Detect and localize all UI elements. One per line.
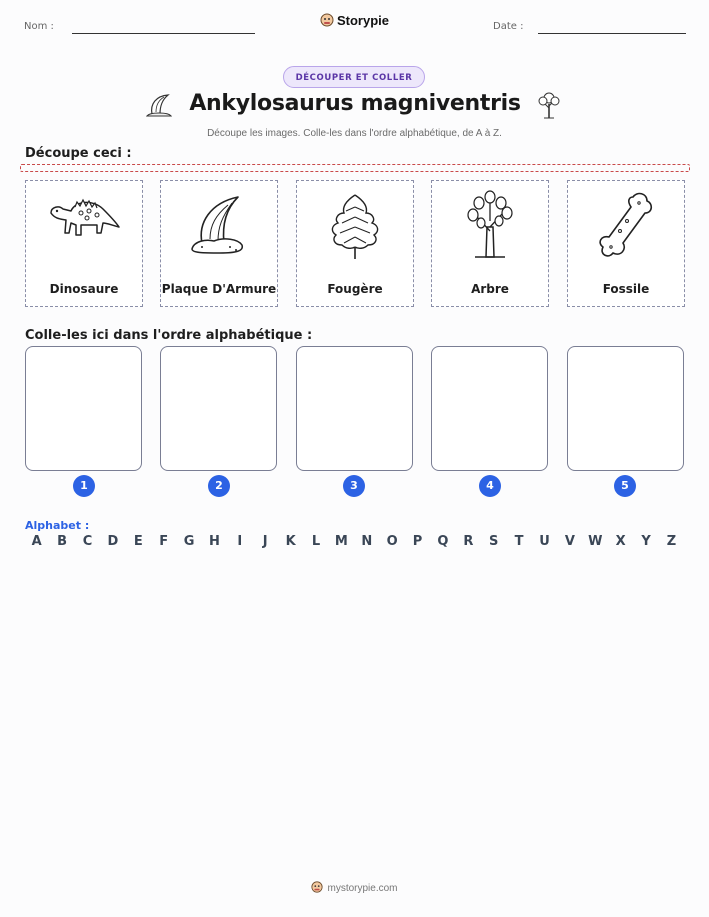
alphabet-letter: H [208, 534, 220, 549]
alphabet-letter: R [463, 534, 474, 549]
date-line[interactable] [538, 33, 686, 34]
alphabet-letter: A [31, 534, 42, 549]
alphabet-letter: B [57, 534, 68, 549]
armor-plate-icon [180, 187, 258, 261]
cut-section-heading: Découpe ceci : [25, 146, 132, 161]
paste-section-heading: Colle-les ici dans l'ordre alphabétique : [25, 328, 313, 343]
alphabet-letter: E [133, 534, 143, 549]
fern-icon [316, 187, 394, 261]
footer [0, 881, 709, 896]
storypie-logo-icon [311, 881, 323, 896]
slot-number-4: 4 [479, 475, 501, 497]
card-label: Fougère [327, 282, 383, 296]
alphabet-letter: O [386, 534, 398, 549]
instructions: Découpe les images. Colle-les dans l'ordre alphabétique, de A à Z. [207, 128, 502, 139]
alphabet-row [24, 534, 684, 549]
alphabet-letter: W [588, 534, 603, 549]
card-label: Dinosaure [49, 282, 119, 296]
card-label: Arbre [471, 282, 509, 296]
paste-box-1[interactable] [25, 346, 142, 471]
alphabet-letter: C [82, 534, 93, 549]
alphabet-letter: K [285, 534, 296, 549]
name-line[interactable] [72, 33, 255, 34]
alphabet-letter: D [107, 534, 119, 549]
slot-number-2: 2 [208, 475, 230, 497]
alphabet-letter: F [159, 534, 169, 549]
cut-card-armor-plate[interactable] [160, 180, 278, 307]
slot-number-3: 3 [343, 475, 365, 497]
alphabet-letter: M [334, 534, 348, 549]
cut-and-paste-badge: DÉCOUPER ET COLLER [283, 66, 425, 88]
alphabet-letter: P [412, 534, 423, 549]
alphabet-heading: Alphabet : [25, 519, 90, 532]
cut-card-fossil[interactable] [567, 180, 685, 307]
dinosaur-icon [45, 187, 123, 261]
cut-card-tree[interactable] [431, 180, 549, 307]
alphabet-letter: L [311, 534, 321, 549]
alphabet-letter: I [237, 534, 243, 549]
slot-number-5: 5 [614, 475, 636, 497]
slot-number-1: 1 [73, 475, 95, 497]
alphabet-letter: V [564, 534, 575, 549]
cut-card-fern[interactable] [296, 180, 414, 307]
paste-box-4[interactable] [431, 346, 548, 471]
storypie-logo-icon [320, 13, 334, 30]
alphabet-letter: U [539, 534, 550, 549]
alphabet-letter: J [262, 534, 268, 549]
paste-box-5[interactable] [567, 346, 684, 471]
alphabet-letter: S [489, 534, 499, 549]
cut-card-dinosaur[interactable] [25, 180, 143, 307]
brand [0, 13, 709, 30]
alphabet-letter: Q [437, 534, 449, 549]
alphabet-letter: Y [641, 534, 651, 549]
alphabet-letter: N [361, 534, 373, 549]
tree-icon [451, 187, 529, 261]
paste-box-2[interactable] [160, 346, 277, 471]
alphabet-letter: X [615, 534, 626, 549]
alphabet-letter: Z [666, 534, 677, 549]
card-label: Fossile [602, 282, 650, 296]
brand-name: Storypie [336, 13, 389, 28]
page-title: Ankylosaurus magniventris [189, 91, 521, 116]
alphabet-letter: G [183, 534, 195, 549]
name-label: Nom : [24, 21, 54, 32]
alphabet-letter: T [514, 534, 524, 549]
tree-title-icon [536, 90, 562, 124]
fossil-bone-icon [587, 187, 665, 261]
footer-url[interactable]: mystorypie.com [327, 883, 398, 895]
cut-line [20, 164, 690, 172]
paste-box-3[interactable] [296, 346, 413, 471]
card-label: Plaque D'Armure [161, 282, 277, 296]
date-label: Date : [493, 21, 524, 32]
